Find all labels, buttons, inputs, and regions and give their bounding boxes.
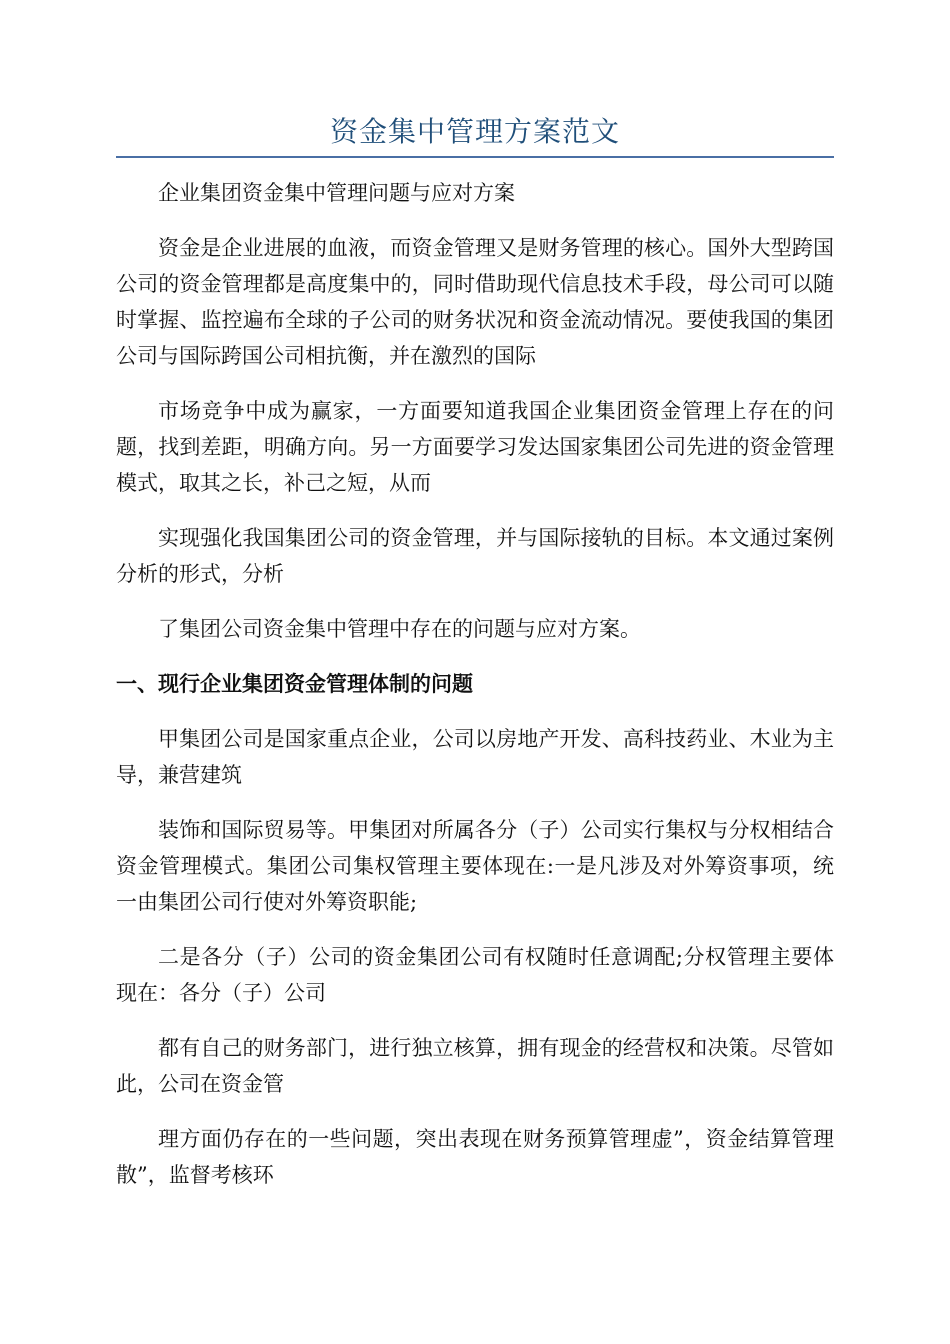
paragraph: 资金是企业进展的血液，而资金管理又是财务管理的核心。国外大型跨国公司的资金管理都是高度集中的，同时借助现代信息技术手段，母公司可以随时掌握、监控遍布全球的子公司的财务状况和资金流动情况。要使我国的集团公司与国际跨国公司相抗衡，并在激烈的国际 bbox=[116, 236, 834, 368]
paragraph: 企业集团资金集中管理问题与应对方案 bbox=[158, 181, 515, 205]
paragraph: 市场竞争中成为赢家，一方面要知道我国企业集团资金管理上存在的问题，找到差距，明确方向。另一方面要学习发达国家集团公司先进的资金管理模式，取其之长，补己之短，从而 bbox=[116, 399, 834, 495]
paragraph: 甲集团公司是国家重点企业，公司以房地产开发、高科技药业、木业为主导，兼营建筑 bbox=[116, 727, 834, 787]
document-body bbox=[116, 175, 834, 1212]
document-title: 资金集中管理方案范文 bbox=[329, 115, 620, 148]
paragraph: 了集团公司资金集中管理中存在的问题与应对方案。 bbox=[158, 617, 641, 641]
paragraph: 装饰和国际贸易等。甲集团对所属各分（子）公司实行集权与分权相结合资金管理模式。集团公司集权管理主要体现在:一是凡涉及对外筹资事项，统一由集团公司行使对外筹资职能; bbox=[116, 818, 834, 914]
paragraph: 实现强化我国集团公司的资金管理，并与国际接轨的目标。本文通过案例分析的形式，分析 bbox=[116, 526, 834, 586]
paragraph: 理方面仍存在的一些问题，突出表现在财务预算管理虚”，资金结算管理散”，监督考核环 bbox=[116, 1127, 834, 1187]
paragraph: 都有自己的财务部门，进行独立核算，拥有现金的经营权和决策。尽管如此，公司在资金管 bbox=[116, 1036, 834, 1096]
section-heading: 一、现行企业集团资金管理体制的问题 bbox=[116, 672, 473, 696]
title-block bbox=[116, 112, 834, 158]
paragraph: 二是各分（子）公司的资金集团公司有权随时任意调配;分权管理主要体现在：各分（子）公司 bbox=[116, 945, 834, 1005]
